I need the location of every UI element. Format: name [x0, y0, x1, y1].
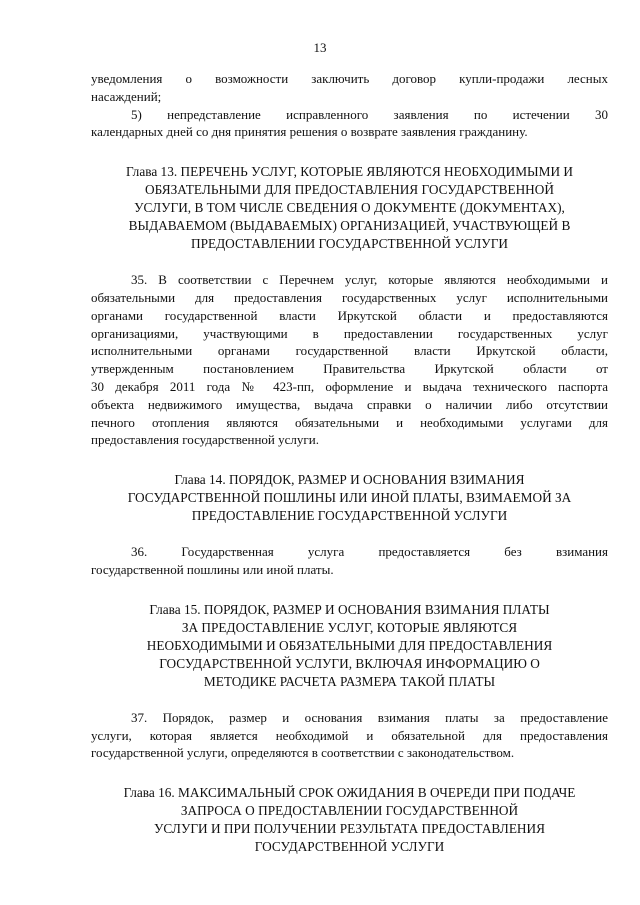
document-body [91, 70, 608, 874]
chapter-14-heading [91, 471, 608, 525]
heading-line: МЕТОДИКЕ РАСЧЕТА РАЗМЕРА ТАКОЙ ПЛАТЫ [203, 673, 496, 689]
text-line: обязательными для предоставления государственных услуг исполнительными [91, 289, 608, 305]
heading-line: Глава 14. ПОРЯДОК, РАЗМЕР И ОСНОВАНИЯ ВЗИМАНИЯ [174, 472, 525, 488]
heading-line: НЕОБХОДИМЫМИ И ОБЯЗАТЕЛЬНЫМИ ДЛЯ ПРЕДОСТАВЛЕНИЯ [146, 637, 553, 653]
text-line: предоставления государственной услуги. [91, 432, 319, 448]
text-line: объекта недвижимого имущества, выдача справки о наличии либо отсутствии [91, 396, 608, 412]
text-line: печного отопления являются обязательными и необходимыми услугами для [91, 414, 608, 430]
heading-line: Глава 13. ПЕРЕЧЕНЬ УСЛУГ, КОТОРЫЕ ЯВЛЯЮТСЯ НЕОБХОДИМЫМИ И [126, 164, 573, 180]
heading-line: Глава 15. ПОРЯДОК, РАЗМЕР И ОСНОВАНИЯ ВЗИМАНИЯ ПЛАТЫ [149, 601, 550, 617]
heading-line: ЗА ПРЕДОСТАВЛЕНИЕ УСЛУГ, КОТОРЫЕ ЯВЛЯЮТСЯ [181, 619, 518, 635]
text-line: календарных дней со дня принятия решения о возврате заявления гражданину. [91, 124, 528, 140]
text-line: уведомления о возможности заключить договор купли-продажи лесных [91, 71, 608, 86]
page-number: 13 [313, 40, 327, 55]
text-line: государственной пошлины или иной платы. [91, 561, 334, 577]
paragraph-35 [91, 271, 608, 449]
chapter-13-heading [91, 163, 608, 253]
heading-line: ОБЯЗАТЕЛЬНЫМИ ДЛЯ ПРЕДОСТАВЛЕНИЯ ГОСУДАРСТВЕННОЙ [144, 182, 554, 198]
heading-line: ЗАПРОСА О ПРЕДОСТАВЛЕНИИ ГОСУДАРСТВЕННОЙ [180, 803, 519, 819]
text-line: государственной услуги, определяются в соответствии с законодательством. [91, 745, 515, 761]
heading-line: ГОСУДАРСТВЕННОЙ ПОШЛИНЫ ИЛИ ИНОЙ ПЛАТЫ, ВЗИМАЕМОЙ ЗА [127, 490, 572, 506]
paragraph-37 [91, 709, 608, 762]
heading-line: ГОСУДАРСТВЕННОЙ УСЛУГИ [254, 839, 445, 855]
text-line: 5) непредставление исправленного заявления по истечении 30 [131, 106, 608, 122]
text-line: 37. Порядок, размер и основания взимания платы за предоставление [131, 709, 608, 725]
paragraph-36 [91, 543, 608, 579]
text-line: 35. В соответствии с Перечнем услуг, которые являются необходимыми и [131, 272, 608, 288]
heading-line: ПРЕДОСТАВЛЕНИИ ГОСУДАРСТВЕННОЙ УСЛУГИ [190, 236, 509, 252]
paragraph-intro [91, 70, 608, 106]
chapter-16-heading [91, 784, 608, 856]
text-line: услуги, которая является необходимой и обязательной для предоставления [91, 727, 608, 743]
text-line: 30 декабря 2011 года № 423-пп, оформление и выдача технического паспорта [91, 378, 608, 394]
heading-line: УСЛУГИ, В ТОМ ЧИСЛЕ СВЕДЕНИЯ О ДОКУМЕНТЕ (ДОКУМЕНТАХ), [134, 200, 565, 216]
text-line: организациями, участвующими в предоставлении государственных услуг [91, 325, 608, 341]
heading-line: ВЫДАВАЕМОМ (ВЫДАВАЕМЫХ) ОРГАНИЗАЦИЕЙ, УЧАСТВУЮЩЕЙ В [128, 218, 571, 234]
text-line: органами государственной власти Иркутской области и предоставляются [91, 307, 608, 323]
heading-line: ПРЕДОСТАВЛЕНИЕ ГОСУДАРСТВЕННОЙ УСЛУГИ [191, 508, 508, 524]
text-line: утвержденным постановлением Правительства Иркутской области от [91, 361, 608, 377]
heading-line: УСЛУГИ И ПРИ ПОЛУЧЕНИИ РЕЗУЛЬТАТА ПРЕДОСТАВЛЕНИЯ [153, 821, 546, 837]
heading-line: ГОСУДАРСТВЕННОЙ УСЛУГИ, ВКЛЮЧАЯ ИНФОРМАЦИЮ О [159, 655, 540, 671]
text-line: исполнительными органами государственной власти Иркутской области, [91, 343, 608, 359]
text-line: 36. Государственная услуга предоставляется без взимания [131, 544, 608, 560]
text-line: насаждений; [91, 88, 162, 104]
paragraph-item-5 [91, 106, 608, 142]
heading-line: Глава 16. МАКСИМАЛЬНЫЙ СРОК ОЖИДАНИЯ В ОЧЕРЕДИ ПРИ ПОДАЧЕ [123, 785, 576, 801]
chapter-15-heading [91, 601, 608, 691]
